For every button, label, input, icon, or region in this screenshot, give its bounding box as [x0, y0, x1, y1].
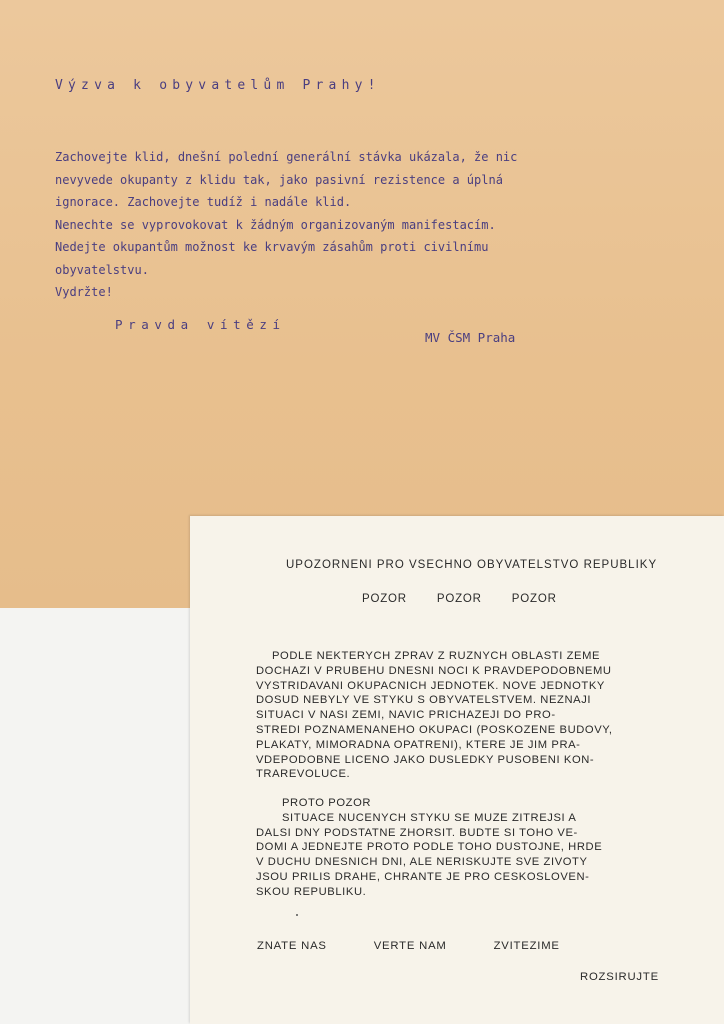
paragraph-line: PLAKATY, MIMORADNA OPATRENI), KTERE JE JIM PRA- — [256, 738, 581, 751]
paragraph-line: DOMI A JEDNEJTE PROTO PODLE TOHO DUSTOJNE, HRDE — [256, 841, 603, 854]
paragraph-line: JSOU PRILIS DRAHE, CHRANTE JE PRO CESKOSLOVEN- — [256, 870, 590, 883]
paragraph-line: SITUACE NUCENYCH STYKU SE MUZE ZITREJSI A — [282, 811, 577, 824]
paragraph-line: DALSI DNY PODSTATNE ZHORSIT. BUDTE SI TOHO VE- — [256, 826, 578, 839]
body-line: nevyvede okupanty z klidu tak, jako pasivní rezistence a úplná — [55, 172, 503, 187]
leaflet-title: Výzva k obyvatelům Prahy! — [55, 78, 381, 93]
ink-dot — [296, 914, 298, 916]
body-line: Vydržte! — [55, 285, 113, 299]
footer-slogan: ZNATE NAS — [257, 940, 327, 952]
attention-word: POZOR — [436, 593, 482, 605]
paragraph-line: SITUACI V NASI ZEMI, NAVIC PRICHAZEJI DO PRO- — [256, 709, 556, 722]
paragraph-line: VDEPODOBNE LICENO JAKO DUSLEDKY PUSOBENI KON- — [256, 753, 595, 766]
paragraph-line: SKOU REPUBLIKU. — [256, 885, 367, 898]
paragraph-line: VYSTRIDAVANI OKUPACNICH JEDNOTEK. NOVE JEDNOTKY — [256, 679, 605, 692]
paragraph-line: TRAREVOLUCE. — [256, 768, 351, 781]
attention-word: POZOR — [362, 593, 407, 605]
body-line: Nenechte se vyprovokovat k žádným organizovaným manifestacím. — [55, 217, 496, 232]
paragraph-1 — [256, 649, 613, 782]
footer-slogan: ZVITEZIME — [493, 940, 560, 952]
paragraph-line: DOSUD NEBYLY VE STYKU S OBYVATELSTVEM. NEZNAJI — [256, 694, 592, 707]
paragraph-line: STREDI POZNAMENANEHO OKUPACI (POSKOZENE BUDOVY, — [256, 723, 613, 736]
paragraph-line: V DUCHU DNESNICH DNI, ALE NERISKUJTE SVE ZIVOTY — [256, 856, 588, 869]
paragraph-line: DOCHAZI V PRUBEHU DNESNI NOCI K PRAVDEPODOBNEMU — [256, 664, 612, 677]
footer-slogan: VERTE NAM — [373, 940, 447, 952]
printed-leaflet — [190, 516, 724, 1024]
body-line: obyvatelstvu. — [55, 262, 149, 277]
slogan: Pravda vítězí — [115, 317, 286, 332]
signature: MV ČSM Praha — [425, 330, 516, 345]
body-line: ignorace. Zachovejte tudíž i nadále klid. — [55, 195, 352, 209]
body-line: Nedejte okupantům možnost ke krvavým zásahům proti civilnímu — [55, 240, 489, 254]
leaflet-body — [55, 146, 615, 304]
paragraph-line: PODLE NEKTERYCH ZPRAV Z RUZNYCH OBLASTI ZEME — [272, 650, 601, 662]
printed-title: UPOZORNENI PRO VSECHNO OBYVATELSTVO REPUBLIKY — [286, 559, 658, 571]
paragraph-2 — [256, 796, 602, 900]
attention-word: POZOR — [511, 593, 557, 605]
footer-slogans — [257, 940, 603, 952]
body-line: Zachovejte klid, dnešní polední generální stávka ukázala, že nic — [55, 150, 518, 164]
paragraph-line: PROTO POZOR — [282, 797, 372, 809]
spread-note: ROZSIRUJTE — [580, 971, 659, 983]
attention-line — [362, 593, 583, 605]
